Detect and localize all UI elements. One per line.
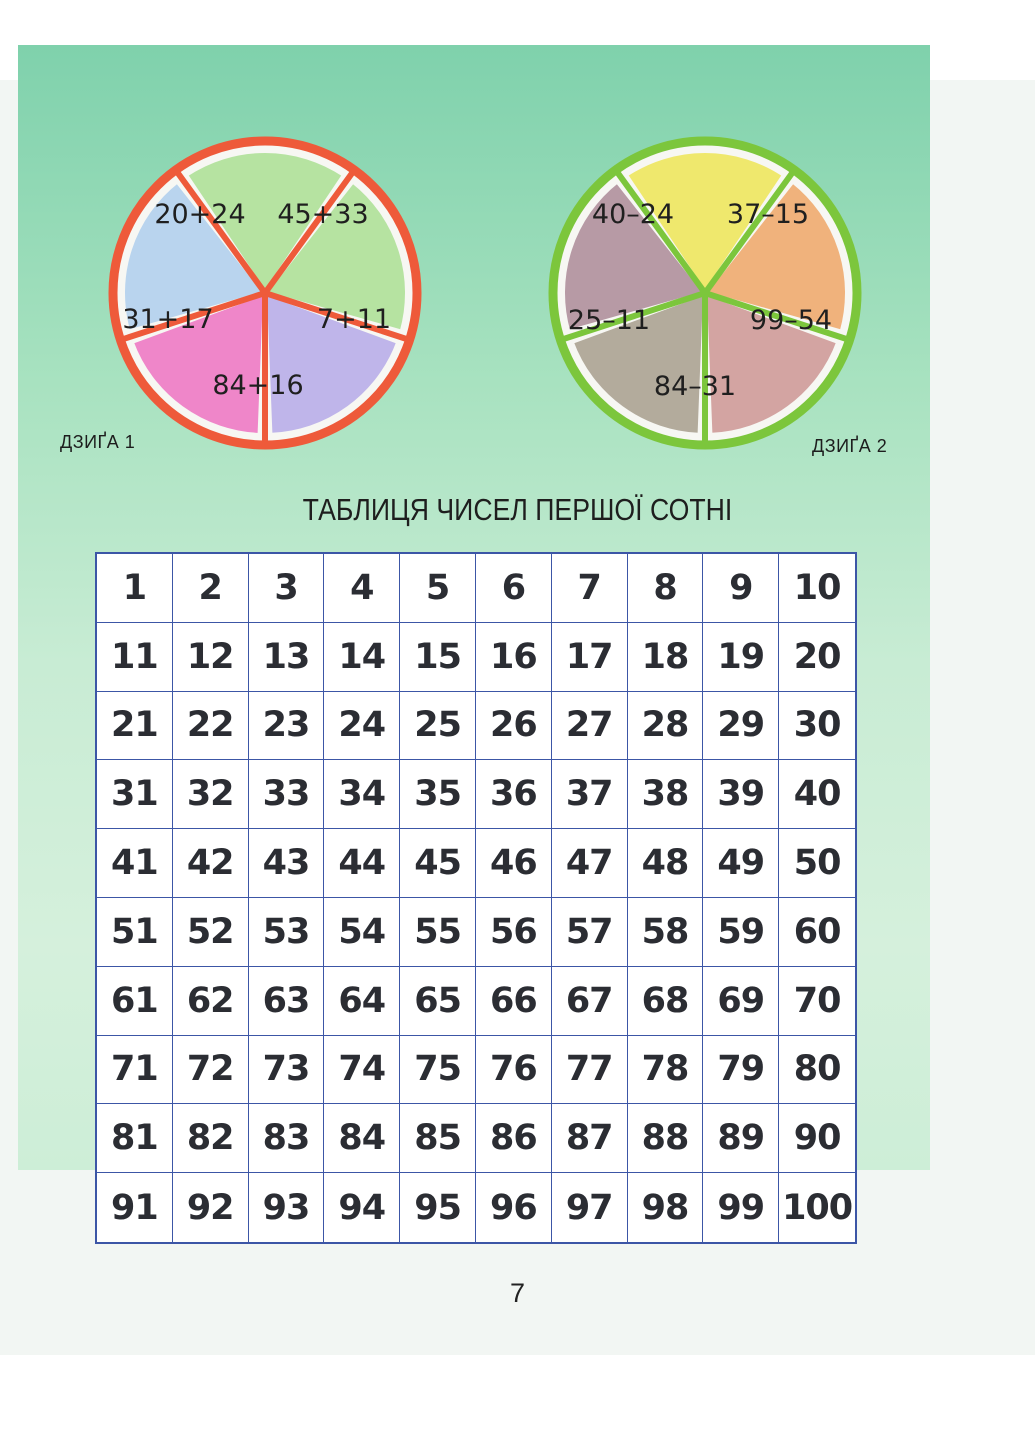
table-cell: 6 bbox=[476, 554, 552, 623]
table-cell: 88 bbox=[628, 1104, 704, 1173]
table-cell: 93 bbox=[249, 1173, 325, 1242]
spinner-sector-label: 31+17 bbox=[122, 304, 214, 335]
table-cell: 21 bbox=[97, 692, 173, 761]
hundred-table bbox=[95, 552, 857, 1244]
table-cell: 62 bbox=[173, 967, 249, 1036]
table-cell: 10 bbox=[779, 554, 855, 623]
spinner-2-label: ДЗИҐА 2 bbox=[812, 436, 888, 456]
table-cell: 70 bbox=[779, 967, 855, 1036]
table-cell: 23 bbox=[249, 692, 325, 761]
table-cell: 5 bbox=[400, 554, 476, 623]
table-cell: 73 bbox=[249, 1036, 325, 1105]
spinner-2-wheel bbox=[535, 135, 875, 455]
table-cell: 99 bbox=[703, 1173, 779, 1242]
table-cell: 87 bbox=[552, 1104, 628, 1173]
table-cell: 31 bbox=[97, 760, 173, 829]
table-cell: 12 bbox=[173, 623, 249, 692]
table-cell: 47 bbox=[552, 829, 628, 898]
table-cell: 67 bbox=[552, 967, 628, 1036]
table-cell: 2 bbox=[173, 554, 249, 623]
table-cell: 55 bbox=[400, 898, 476, 967]
table-cell: 63 bbox=[249, 967, 325, 1036]
table-cell: 72 bbox=[173, 1036, 249, 1105]
table-cell: 26 bbox=[476, 692, 552, 761]
spinner-sector-label: 99–54 bbox=[749, 305, 833, 336]
table-cell: 33 bbox=[249, 760, 325, 829]
table-cell: 68 bbox=[628, 967, 704, 1036]
table-cell: 40 bbox=[779, 760, 855, 829]
table-cell: 58 bbox=[628, 898, 704, 967]
table-cell: 30 bbox=[779, 692, 855, 761]
spinner-sector-label: 25–11 bbox=[567, 305, 651, 336]
table-cell: 24 bbox=[324, 692, 400, 761]
table-cell: 17 bbox=[552, 623, 628, 692]
table-cell: 98 bbox=[628, 1173, 704, 1242]
table-cell: 39 bbox=[703, 760, 779, 829]
table-cell: 37 bbox=[552, 760, 628, 829]
table-cell: 64 bbox=[324, 967, 400, 1036]
table-cell: 91 bbox=[97, 1173, 173, 1242]
table-cell: 80 bbox=[779, 1036, 855, 1105]
table-cell: 85 bbox=[400, 1104, 476, 1173]
table-cell: 49 bbox=[703, 829, 779, 898]
table-cell: 4 bbox=[324, 554, 400, 623]
table-cell: 66 bbox=[476, 967, 552, 1036]
table-cell: 15 bbox=[400, 623, 476, 692]
spinner-sector-label: 45+33 bbox=[277, 199, 369, 230]
table-cell: 20 bbox=[779, 623, 855, 692]
table-cell: 11 bbox=[97, 623, 173, 692]
table-cell: 9 bbox=[703, 554, 779, 623]
page-number: 7 bbox=[509, 1278, 526, 1308]
spinner-sector-label: 20+24 bbox=[154, 199, 246, 230]
table-cell: 52 bbox=[173, 898, 249, 967]
table-cell: 61 bbox=[97, 967, 173, 1036]
table-cell: 35 bbox=[400, 760, 476, 829]
table-cell: 22 bbox=[173, 692, 249, 761]
spinner-1-label: ДЗИҐА 1 bbox=[60, 432, 136, 452]
table-cell: 57 bbox=[552, 898, 628, 967]
table-cell: 32 bbox=[173, 760, 249, 829]
table-cell: 77 bbox=[552, 1036, 628, 1105]
table-cell: 13 bbox=[249, 623, 325, 692]
table-cell: 79 bbox=[703, 1036, 779, 1105]
table-cell: 25 bbox=[400, 692, 476, 761]
table-cell: 36 bbox=[476, 760, 552, 829]
table-cell: 18 bbox=[628, 623, 704, 692]
spinner-sector-label: 84–31 bbox=[653, 371, 737, 402]
spinner-sector-label: 84+16 bbox=[212, 370, 304, 401]
table-cell: 96 bbox=[476, 1173, 552, 1242]
table-cell: 81 bbox=[97, 1104, 173, 1173]
table-cell: 100 bbox=[782, 1187, 853, 1228]
spinner-1 bbox=[95, 135, 435, 455]
spinner-sector-label: 37–15 bbox=[726, 199, 810, 230]
table-cell: 94 bbox=[324, 1173, 400, 1242]
table-cell: 51 bbox=[97, 898, 173, 967]
table-cell: 82 bbox=[173, 1104, 249, 1173]
table-cell: 19 bbox=[703, 623, 779, 692]
table-cell: 97 bbox=[552, 1173, 628, 1242]
table-cell: 42 bbox=[173, 829, 249, 898]
table-cell: 50 bbox=[779, 829, 855, 898]
table-cell: 89 bbox=[703, 1104, 779, 1173]
table-cell: 56 bbox=[476, 898, 552, 967]
table-cell: 34 bbox=[324, 760, 400, 829]
table-cell: 75 bbox=[400, 1036, 476, 1105]
table-cell: 92 bbox=[173, 1173, 249, 1242]
table-cell: 8 bbox=[628, 554, 704, 623]
table-cell: 83 bbox=[249, 1104, 325, 1173]
spinner-sector-label: 40–24 bbox=[591, 199, 675, 230]
spinner-2 bbox=[535, 135, 875, 455]
table-cell: 95 bbox=[400, 1173, 476, 1242]
table-cell: 60 bbox=[779, 898, 855, 967]
table-cell: 48 bbox=[628, 829, 704, 898]
table-cell: 69 bbox=[703, 967, 779, 1036]
table-cell: 38 bbox=[628, 760, 704, 829]
table-cell: 71 bbox=[97, 1036, 173, 1105]
table-cell: 28 bbox=[628, 692, 704, 761]
table-cell: 3 bbox=[249, 554, 325, 623]
table-cell: 54 bbox=[324, 898, 400, 967]
table-cell: 1 bbox=[97, 554, 173, 623]
table-cell: 86 bbox=[476, 1104, 552, 1173]
table-cell: 59 bbox=[703, 898, 779, 967]
spinner-sector-label: 7+11 bbox=[316, 304, 392, 335]
table-cell: 46 bbox=[476, 829, 552, 898]
table-cell: 7 bbox=[552, 554, 628, 623]
table-cell: 27 bbox=[552, 692, 628, 761]
table-cell: 41 bbox=[97, 829, 173, 898]
table-cell: 14 bbox=[324, 623, 400, 692]
table-cell: 90 bbox=[779, 1104, 855, 1173]
table-cell: 45 bbox=[400, 829, 476, 898]
table-cell: 84 bbox=[324, 1104, 400, 1173]
table-cell: 29 bbox=[703, 692, 779, 761]
table-title: ТАБЛИЦЯ ЧИСЕЛ ПЕРШОЇ СОТНІ bbox=[302, 492, 733, 527]
table-cell: 43 bbox=[249, 829, 325, 898]
table-cell: 16 bbox=[476, 623, 552, 692]
spinner-1-wheel bbox=[95, 135, 435, 455]
table-cell: 74 bbox=[324, 1036, 400, 1105]
table-cell: 53 bbox=[249, 898, 325, 967]
table-cell: 65 bbox=[400, 967, 476, 1036]
table-cell: 44 bbox=[324, 829, 400, 898]
table-cell: 76 bbox=[476, 1036, 552, 1105]
table-cell: 78 bbox=[628, 1036, 704, 1105]
